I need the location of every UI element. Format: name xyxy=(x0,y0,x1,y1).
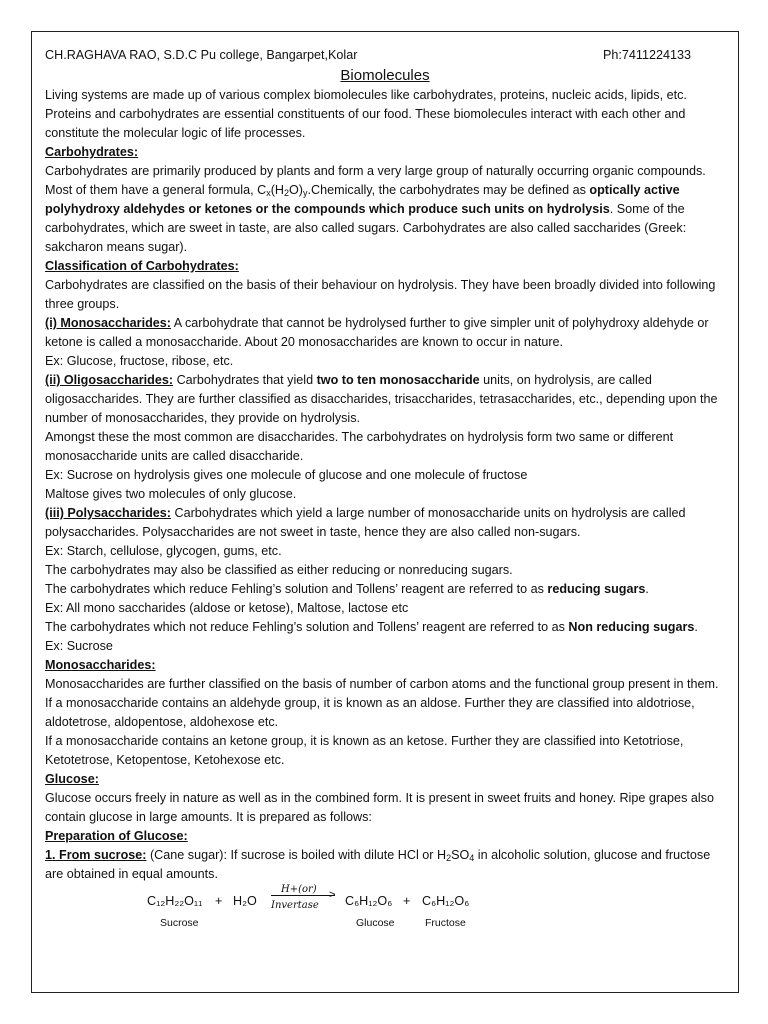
reactant-water-formula: H₂O xyxy=(233,894,257,908)
intro-paragraph: Living systems are made up of various complex biomolecules like carbohydrates, proteins, nucleic acids, lipids, etc. Proteins and carbohydrates are essential constituents of our food. These biomolecules interact with each other and constitute the molecular logic of life processes. xyxy=(45,88,687,140)
preparation-heading: Preparation of Glucose: xyxy=(45,829,188,843)
sucrose-example: Ex: Sucrose on hydrolysis gives one molecule of glucose and one molecule of fructose xyxy=(45,468,528,482)
reducing-sugars-definition: The carbohydrates which reduce Fehling’s solution and Tollens’ reagent are referred to as reducing sugars. xyxy=(45,582,649,596)
disaccharides-paragraph: Amongst these the most common are disaccharides. The carbohydrates on hydrolysis form two same or different monosaccharide units are called disaccharide. xyxy=(45,430,674,463)
monosaccharides-heading: Monosaccharides: xyxy=(45,658,156,672)
phone-number: Ph:7411224133 xyxy=(602,48,691,62)
from-sucrose-paragraph: 1. From sucrose: (Cane sugar): If sucrose is boiled with dilute HCl or $H_2SO_4$ in alcoholic solution, glucose and fructose are obtained in equal amounts. xyxy=(45,848,711,881)
sucrose-hydrolysis-equation xyxy=(45,886,725,936)
arrow-catalyst-top: H+(or) xyxy=(281,884,317,895)
polysaccharides-definition: (iii) Polysaccharides: Carbohydrates which yield a large number of monosaccharide units on hydrolysis are called polysaccharides. Polysaccharides are not sweet in taste, hence they are also called non-sugars. xyxy=(45,506,686,539)
classification-intro: Carbohydrates are classified on the basis of their behaviour on hydrolysis. They have been broadly divided into following three groups. xyxy=(45,278,716,311)
aldose-paragraph: If a monosaccharide contains an aldehyde group, it is known as an aldose. Further they are classified into aldotriose, aldotetrose, aldopentose, aldohexose etc. xyxy=(45,696,695,729)
ketose-paragraph: If a monosaccharide contains an ketone group, it is known as an ketose. Further they are classified into Ketotriose, Ketotetrose, Ketopentose, Ketohexose etc. xyxy=(45,734,684,767)
glucose-heading: Glucose: xyxy=(45,772,99,786)
carbohydrates-paragraph: Carbohydrates are primarily produced by plants and form a very large group of naturally occurring organic compounds. Most of them have a general formula, $C_x(H_2O)_y.Chemically$, the carbohydrates may be defined as optically active polyhydroxy aldehydes or ketones or the compounds which produce such units on hydrolysis. Some of the carbohydrates, which are sweet in taste, are also called sugars. Carbohydrates are also called saccharides (Greek: sakcharon means sugar). xyxy=(45,164,706,254)
carbohydrates-heading: Carbohydrates: xyxy=(45,145,139,159)
non-reducing-definition: The carbohydrates which not reduce Fehling’s solution and Tollens’ reagent are referred to as Non reducing sugars. xyxy=(45,620,698,634)
page-header xyxy=(45,46,725,65)
monosaccharides-example: Ex: Glucose, fructose, ribose, etc. xyxy=(45,354,234,368)
classification-heading: Classification of Carbohydrates: xyxy=(45,259,239,273)
product-glucose-formula: C₆H₁₂O₆ xyxy=(345,894,393,908)
arrow-catalyst-bottom: Invertase xyxy=(271,900,319,911)
oligosaccharides-definition: (ii) Oligosaccharides: Carbohydrates that yield two to ten monosaccharide units, on hydrolysis, are called oligosaccharides. They are further classified as disaccharides, trisaccharides, tetrasaccharides, etc., depending upon the number of monosaccharides, they provide on hydrolysis. xyxy=(45,373,718,425)
plus-sign: + xyxy=(215,894,223,908)
reactant-sucrose-formula: C₁₂H₂₂O₁₁ xyxy=(147,894,203,908)
label-fructose: Fructose xyxy=(425,917,466,929)
polysaccharides-example: Ex: Starch, cellulose, glycogen, gums, etc. xyxy=(45,544,282,558)
reducing-intro: The carbohydrates may also be classified as either reducing or nonreducing sugars. xyxy=(45,563,513,577)
plus-sign-2: + xyxy=(403,894,411,908)
glucose-paragraph: Glucose occurs freely in nature as well as in the combined form. It is present in sweet fruits and honey. Ripe grapes also contain glucose in large amounts. It is prepared as follows: xyxy=(45,791,714,824)
reducing-sugars-example: Ex: All mono saccharides (aldose or ketose), Maltose, lactose etc xyxy=(45,601,409,615)
product-fructose-formula: C₆H₁₂O₆ xyxy=(422,894,470,908)
label-sucrose: Sucrose xyxy=(160,917,199,929)
maltose-example: Maltose gives two molecules of only glucose. xyxy=(45,487,297,501)
author-line: CH.RAGHAVA RAO, S.D.C Pu college, Bangarpet,Kolar xyxy=(45,48,358,62)
monosaccharides-definition: (i) Monosaccharides: A carbohydrate that cannot be hydrolysed further to give simpler unit of polyhydroxy aldehyde or ketone is called a monosaccharide. About 20 monosaccharides are known to occur in nature. xyxy=(45,316,709,349)
page-title: Biomolecules xyxy=(340,67,430,84)
reaction-arrow-head: > xyxy=(329,889,336,901)
document-body xyxy=(45,46,725,936)
monosaccharides-para-1: Monosaccharides are further classified on the basis of number of carbon atoms and the functional group present in them. xyxy=(45,677,719,691)
label-glucose: Glucose xyxy=(356,917,395,929)
non-reducing-example: Ex: Sucrose xyxy=(45,639,113,653)
